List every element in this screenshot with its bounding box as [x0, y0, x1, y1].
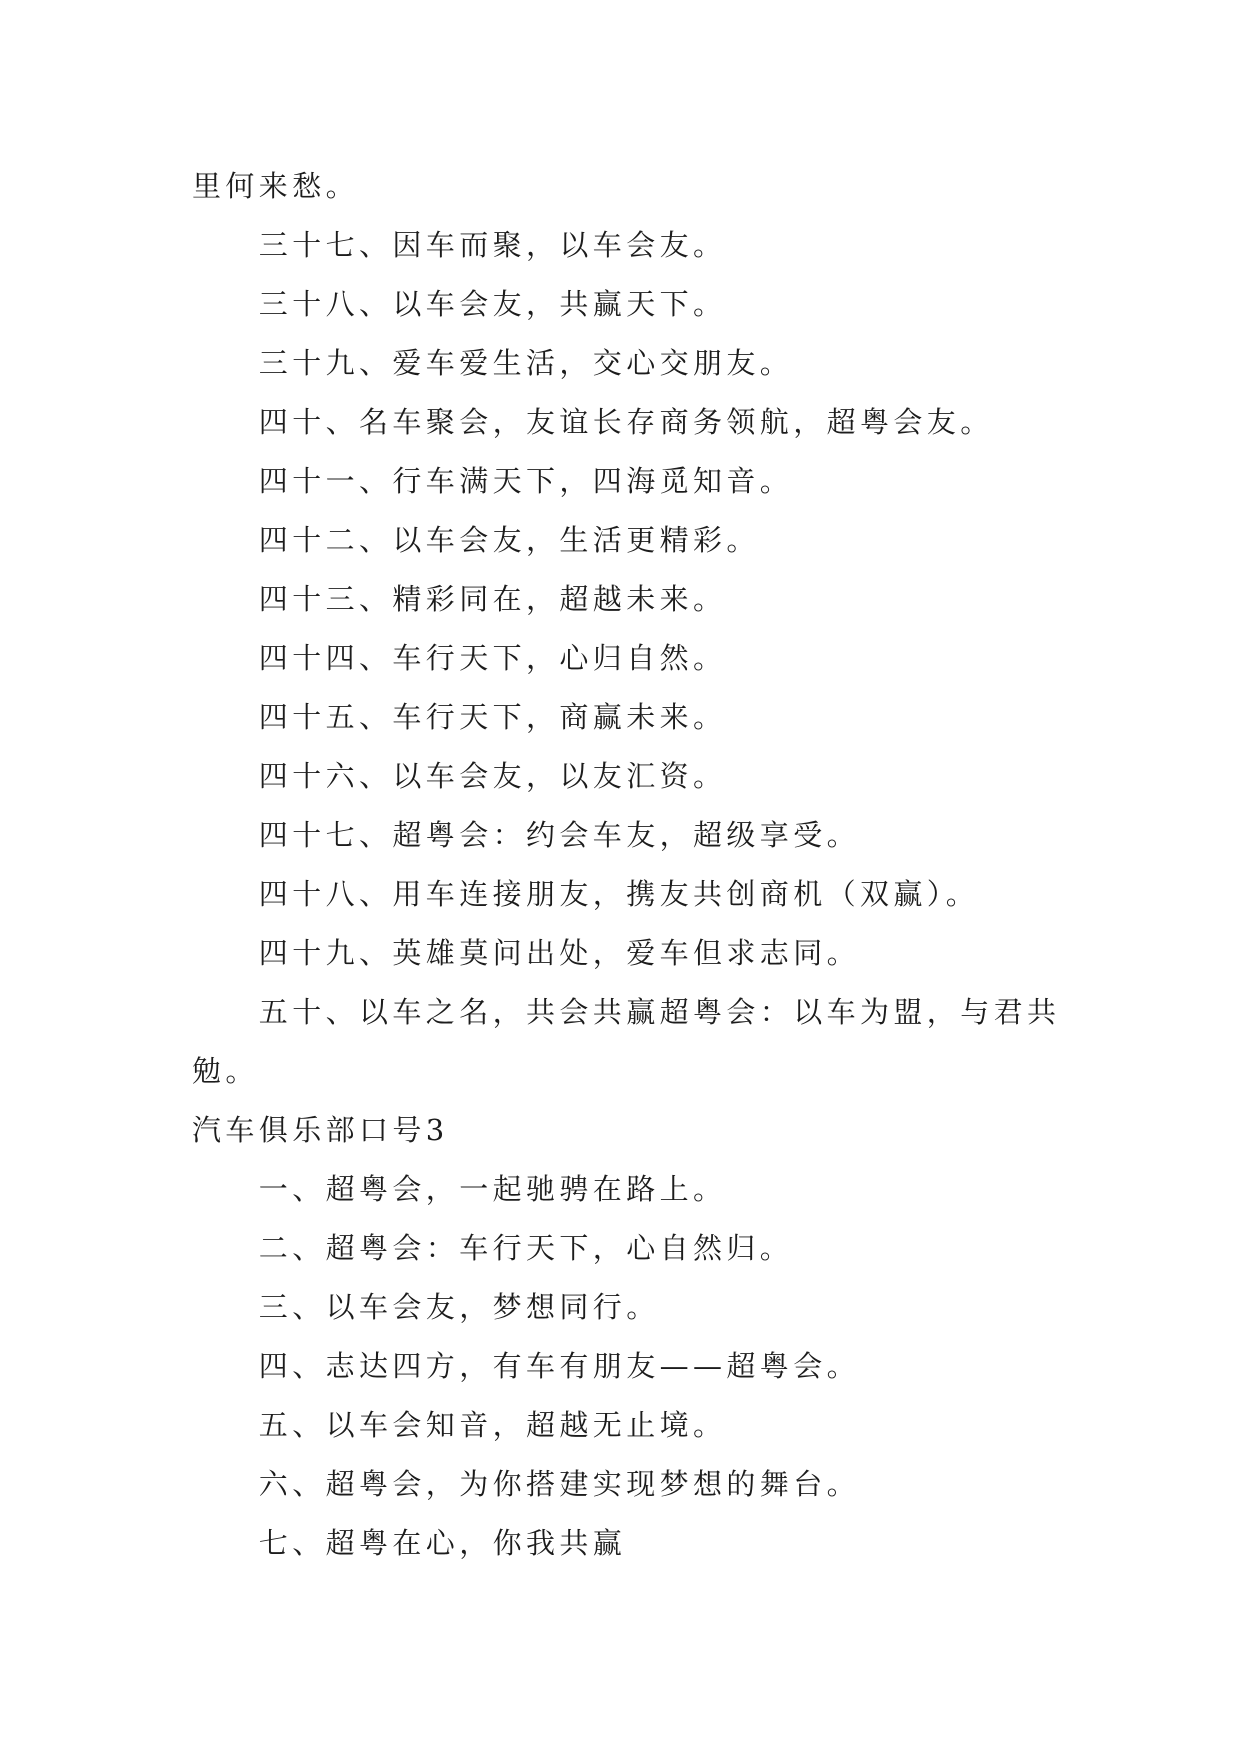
slogan-item: 四十、名车聚会，友谊长存商务领航，超粤会友。 — [258, 405, 994, 439]
slogan-item: 三十七、因车而聚，以车会友。 — [258, 228, 727, 262]
slogan-item: 四十五、车行天下，商赢未来。 — [258, 700, 727, 734]
slogan-item: 四十二、以车会友，生活更精彩。 — [258, 523, 760, 557]
slogan-item: 五十、以车之名，共会共赢超粤会：以车为盟，与君共勉。 — [192, 995, 1061, 1088]
slogan-item: 四十九、英雄莫问出处，爱车但求志同。 — [258, 936, 860, 970]
slogan-list-1 — [192, 216, 1072, 1101]
section-heading: 汽车俱乐部口号3 — [192, 1113, 449, 1147]
slogan-item: 四十三、精彩同在，超越未来。 — [258, 582, 727, 616]
continuation-text: 里何来愁。 — [192, 169, 360, 203]
slogan-item: 四十四、车行天下，心归自然。 — [258, 641, 727, 675]
document-page — [192, 157, 1072, 1573]
slogan-item: 五、以车会知音，超越无止境。 — [258, 1408, 727, 1442]
slogan-item: 四十一、行车满天下，四海觅知音。 — [258, 464, 794, 498]
slogan-item: 二、超粤会：车行天下，心自然归。 — [258, 1231, 794, 1265]
slogan-item: 三十八、以车会友，共赢天下。 — [258, 287, 727, 321]
slogan-item: 四十七、超粤会：约会车友，超级享受。 — [258, 818, 860, 852]
slogan-list-2 — [192, 1160, 1072, 1573]
slogan-item: 三、以车会友，梦想同行。 — [258, 1290, 660, 1324]
slogan-item: 四十八、用车连接朋友，携友共创商机（双赢）。 — [258, 877, 980, 911]
slogan-item: 三十九、爱车爱生活，交心交朋友。 — [258, 346, 794, 380]
slogan-item: 四、志达四方，有车有朋友——超粤会。 — [258, 1349, 860, 1383]
slogan-item: 六、超粤会，为你搭建实现梦想的舞台。 — [258, 1467, 860, 1501]
slogan-item: 七、超粤在心，你我共赢 — [258, 1526, 627, 1560]
slogan-item: 四十六、以车会友，以友汇资。 — [258, 759, 727, 793]
slogan-item: 一、超粤会，一起驰骋在路上。 — [258, 1172, 727, 1206]
